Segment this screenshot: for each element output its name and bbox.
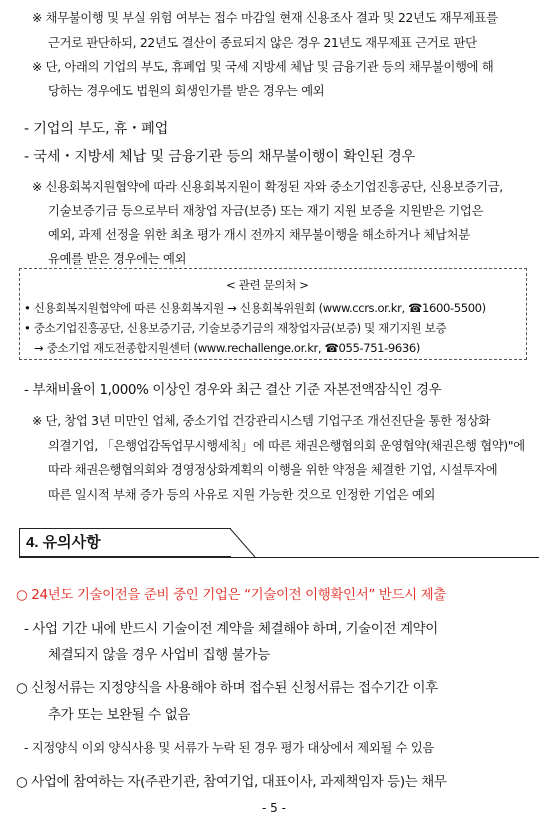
section-title: 4. 유의사항 xyxy=(19,528,231,557)
note-line: ※ 단, 아래의 기업의 부도, 휴폐업 및 국세 지방세 체납 및 금융기관 등의 채무불이행에 해 xyxy=(32,60,494,74)
note-line: ※ 단, 창업 3년 미만인 업체, 중소기업 건강관리시스템 기업구조 개선진단을 통한 정상화 xyxy=(32,414,491,428)
contact-box xyxy=(19,268,527,360)
contact-line: • 신용회복지원협약에 따른 신용회복지원 → 신용회복위원회 (www.ccrs.or.kr, ☎1600-5500) xyxy=(24,301,486,315)
caution-forms: ○ 신청서류는 지정양식을 사용해야 하며 접수된 신청서류는 접수기간 이후 xyxy=(16,680,438,696)
note-line: 당하는 경우에도 법원의 회생인가를 받은 경우는 예외 xyxy=(48,84,325,98)
note-line: 따라 채권은행협의회와 경영정상화계획의 이행을 위한 약정을 체결한 기업, 시설투자에 xyxy=(48,463,498,477)
caution-participant: ○ 사업에 참여하는 자(주관기관, 참여기업, 대표이사, 과제책임자 등)는 채무 xyxy=(16,774,447,790)
caution-excluded: - 지정양식 이외 양식사용 및 서류가 누락 된 경우 평가 대상에서 제외될 수 있음 xyxy=(24,741,434,755)
caution-forms: 추가 또는 보완될 수 없음 xyxy=(48,707,190,723)
page-number: - 5 - xyxy=(262,801,286,815)
contact-box-title: < 관련 문의처 > xyxy=(226,278,309,292)
caution-contract: - 사업 기간 내에 반드시 기술이전 계약을 체결해야 하며, 기술이전 계약이 xyxy=(24,621,438,637)
item-bankruptcy: - 기업의 부도, 휴・폐업 xyxy=(24,121,169,137)
note-line: ※ 신용회복지원협약에 따라 신용회복지원이 확정된 자와 중소기업진흥공단, 신용보증기금, xyxy=(32,180,503,194)
note-line: 예외, 과제 선정을 위한 최초 평가 개시 전까지 채무불이행을 해소하거나 체납처분 xyxy=(48,228,470,242)
note-line: 기술보증기금 등으로부터 재창업 자금(보증) 또는 재기 지원 보증을 지원받은 기업은 xyxy=(48,204,484,218)
item-debt-ratio: - 부채비율이 1,000% 이상인 경우와 최근 결산 기준 자본전액잠식인 경우 xyxy=(24,382,442,398)
note-line: 의결기업, 「은행업감독업무시행세칙」에 따른 채권은행협의회 운영협약(채권은행 협약)"에 xyxy=(48,439,525,453)
header-slant-decoration xyxy=(230,528,256,558)
section-header xyxy=(19,528,254,558)
note-line: 따른 일시적 부채 증가 등의 사유로 지원 가능한 것으로 인정한 기업은 예외 xyxy=(48,488,436,502)
item-tax-default: - 국세・지방세 체납 및 금융기관 등의 채무불이행이 확인된 경우 xyxy=(24,149,416,165)
note-line: 유예를 받은 경우에는 예외 xyxy=(48,252,187,266)
contact-line: • 중소기업진흥공단, 신용보증기금, 기술보증기금의 재창업자금(보증) 및 재기지원 보증 xyxy=(24,321,447,335)
section-underline xyxy=(19,557,539,558)
contact-line: → 중소기업 재도전종합지원센터 (www.rechallenge.or.kr, ☎055-751-9636) xyxy=(34,341,420,355)
note-line: ※ 채무불이행 및 부실 위험 여부는 접수 마감일 현재 신용조사 결과 및 22년도 재무제표를 xyxy=(32,11,498,25)
caution-tech-transfer: ○ 24년도 기술이전을 준비 중인 기업은 “기술이전 이행확인서” 반드시 제출 xyxy=(16,587,446,603)
caution-contract: 체결되지 않을 경우 사업비 집행 불가능 xyxy=(48,647,270,663)
note-line: 근거로 판단하되, 22년도 결산이 종료되지 않은 경우 21년도 재무제표 근거로 판단 xyxy=(48,36,477,50)
